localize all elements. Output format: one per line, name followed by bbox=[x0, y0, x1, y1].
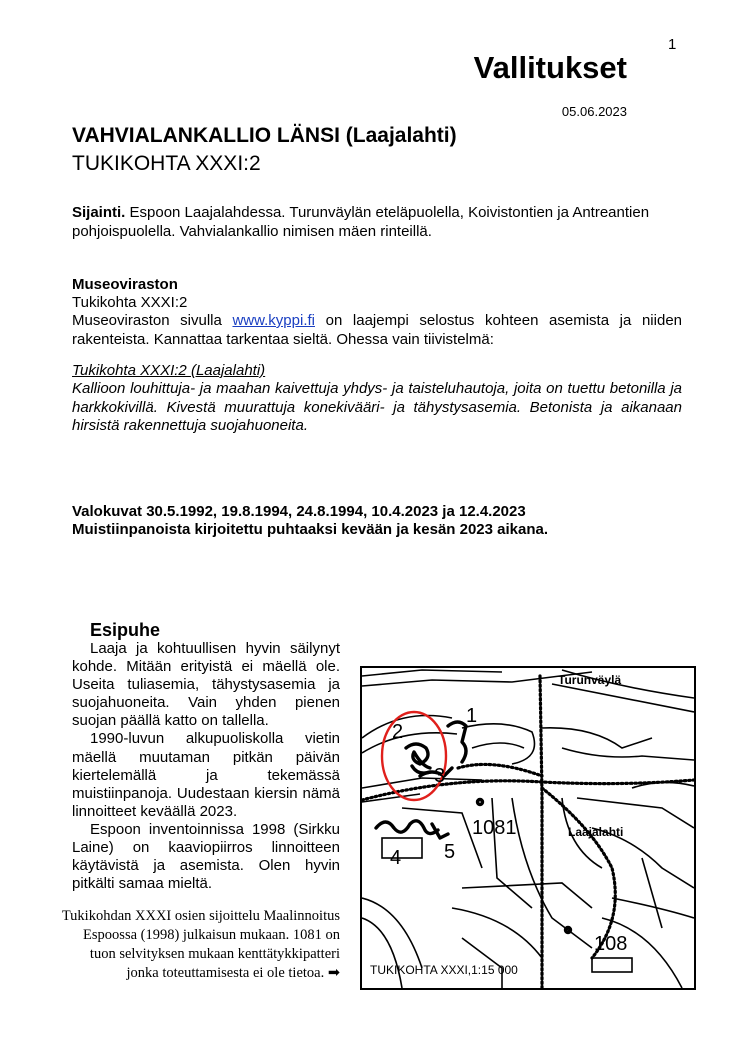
map-block bbox=[462, 724, 535, 764]
foreword-paragraph: Laaja ja kohtuullisen hyvin säilynyt kohde. Mitään erityistä ei mäellä ole. Useita tuliasemia, tähystysasemia ja suojahuoneita. Vain yhden pienen suojan päällä katto on tallella. bbox=[72, 640, 340, 730]
map-path-horizontal bbox=[362, 780, 694, 800]
map-number-5: 5 bbox=[444, 841, 456, 863]
map-street bbox=[577, 798, 694, 828]
map-street bbox=[512, 798, 592, 948]
map-block bbox=[542, 728, 652, 748]
foreword-paragraph: Espoon inventoinnissa 1998 (Sirkku Laine) on kaaviopiirros linnoitteen käytävistä ja asemista. Olen hyvin pitkälti samaa mieltä. bbox=[72, 820, 340, 893]
map-number-4: 4 bbox=[390, 847, 402, 869]
museovirasto-paragraph bbox=[72, 312, 682, 349]
map-number-3: 3 bbox=[434, 765, 446, 787]
foreword-text bbox=[72, 640, 340, 893]
location-paragraph bbox=[72, 204, 682, 241]
map-street bbox=[552, 684, 694, 712]
map-building bbox=[592, 958, 632, 972]
museovirasto-text-before: Museoviraston sivulla bbox=[72, 312, 233, 329]
foreword-paragraph: 1990-luvun alkupuoliskolla vietin mäellä muutaman pitkän päivän kiertelemällä ja tekemässä muistiinpanoja. Uudestaan kiersin nämä linnoitteet keväällä 2023. bbox=[72, 730, 340, 820]
map-path-vertical bbox=[540, 676, 542, 988]
map-label-turunvayla: Turunväylä bbox=[558, 673, 622, 687]
location-label: Sijainti. bbox=[72, 204, 126, 221]
site-heading: VAHVIALANKALLIO LÄNSI (Laajalahti) bbox=[72, 124, 457, 147]
map-label-1081: 1081 bbox=[472, 817, 517, 839]
museovirasto-text-after: on laajempi selostus kohteen asemista ja niiden rakenteista. Kannattaa tarkentaa sieltä. Ohessa vain tiivistelmä: bbox=[72, 312, 683, 348]
trench-group-4 bbox=[376, 821, 438, 834]
summary-title: Tukikohta XXXI:2 (Laajalahti) bbox=[72, 362, 266, 379]
map-block bbox=[562, 748, 694, 760]
map-street bbox=[492, 798, 532, 908]
museovirasto-title: Museoviraston bbox=[72, 276, 178, 293]
location-text: Espoon Laajalahdessa. Turunväylän eteläpuolella, Koivistontien ja Antreantien pohjoispuolella. Vahvialankallio nimisen mäen rinteillä. bbox=[72, 204, 650, 240]
photo-dates: Valokuvat 30.5.1992, 19.8.1994, 24.8.1994, 10.4.2023 ja 12.4.2023 bbox=[72, 503, 526, 520]
kyppi-link[interactable]: www.kyppi.fi bbox=[232, 312, 315, 329]
site-map bbox=[360, 666, 696, 990]
site-subheading: TUKIKOHTA XXXI:2 bbox=[72, 152, 261, 175]
document-date: 05.06.2023 bbox=[561, 104, 627, 119]
map-label-laajalahti: Laajalahti bbox=[568, 825, 624, 839]
map-footer: TUKIKOHTA XXXI,1:15 000 bbox=[370, 963, 518, 977]
foreword-title: Esipuhe bbox=[90, 620, 161, 640]
map-street bbox=[362, 918, 402, 988]
page-number: 1 bbox=[668, 36, 677, 53]
map-street bbox=[362, 898, 422, 968]
map-building bbox=[382, 838, 422, 858]
map-label-108: 108 bbox=[594, 933, 628, 955]
map-street bbox=[362, 670, 502, 676]
map-street bbox=[612, 898, 694, 918]
map-number-1: 1 bbox=[466, 705, 478, 727]
map-street bbox=[642, 858, 662, 928]
summary-paragraph: Kallioon louhittuja- ja maahan kaivettuja yhdys- ja taisteluhautoja, joita on tuettu betonilla ja harkkokivillä. Kivestä muurattuja konekivääri- ja tähystysasemia. Betonista ja aikanaan hirsistä rakennettuja suojahuoneita. bbox=[72, 380, 682, 434]
trench-marker bbox=[478, 800, 483, 805]
map-number-2: 2 bbox=[392, 721, 404, 743]
map-street bbox=[452, 908, 542, 958]
document-title: Vallitukset bbox=[473, 50, 627, 85]
trench-group-5 bbox=[432, 824, 448, 838]
map-path-connector bbox=[458, 764, 542, 776]
trench-group-2 bbox=[406, 744, 430, 773]
map-block bbox=[472, 743, 524, 748]
map-caption: Tukikohdan XXXI osien sijoittelu Maalinnoitus Espoossa (1998) julkaisun mukaan. 1081 on tuon selvityksen mukaan kenttätykkipatteri jonka toteuttamisesta ei ole tietoa. ➡ bbox=[61, 908, 340, 981]
notes-line: Muistiinpanoista kirjoitettu puhtaaksi kevään ja kesän 2023 aikana. bbox=[72, 521, 549, 538]
site-map-drawing bbox=[362, 668, 694, 988]
museovirasto-subtitle: Tukikohta XXXI:2 bbox=[72, 294, 188, 311]
